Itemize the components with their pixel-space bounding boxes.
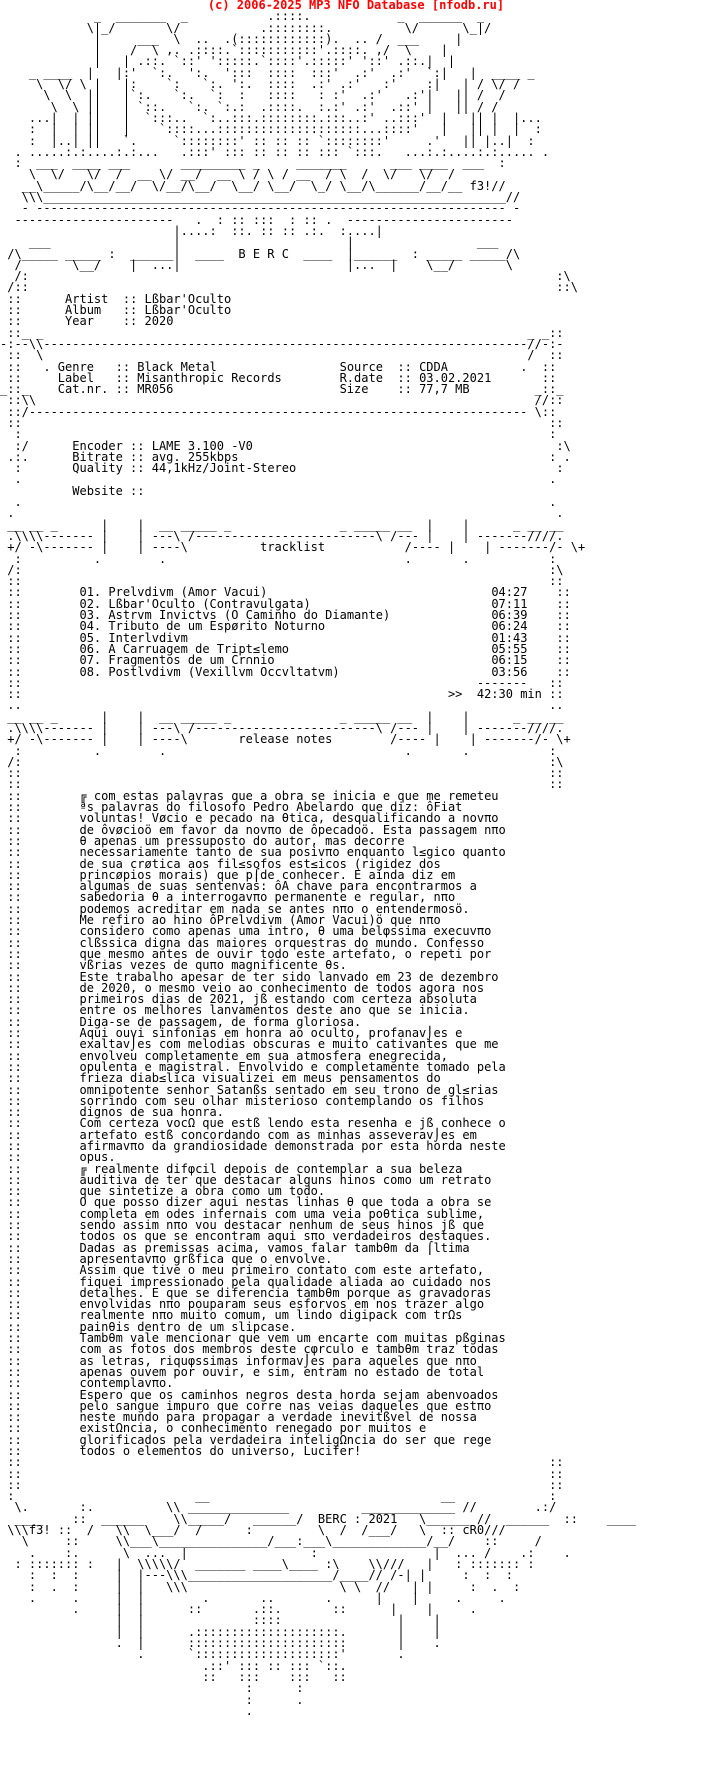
notes-text: ªs palavras do filosofo Pedro Abelardo que diz: ôFiat (79, 800, 463, 815)
footer-art: . :. \ ... | : | ... / .: . (0, 1545, 571, 1560)
logo-line: \ \/ \ | |: `: `:. ':. :::: .:' .:' :' :| | / \/ / (0, 77, 521, 92)
logo-line: /\_____ _____ : ______| ____ B E R C ____ |______ : _____ _____/\ (0, 246, 521, 261)
release-notes-title: release notes (238, 732, 333, 747)
border-line: . . (0, 472, 557, 487)
notes-line: :: Com certeza vocΩ que estß lendo esta resenha e jß conhece o (0, 1116, 506, 1131)
track-number: 06. (79, 641, 102, 656)
notes-line: :: glorificados pela verdadeira inteligΩncia do ser que rege (0, 1432, 492, 1447)
notes-text: afirmavπo da grandiosidade demonstrada por esta horda neste (79, 1138, 506, 1153)
catnr-value: MR056 (137, 382, 174, 397)
year-label: Year (65, 314, 94, 329)
notes-line: :: envolvidas nπo pouparam seus esforvos em nos trazer algo (0, 1297, 485, 1312)
notes-line: :: artefato estß concordando com as minhas asseverav⌡es em (0, 1127, 477, 1142)
notes-text: necessariamente tanto de sua posivπo enquanto l≤gico quanto (79, 845, 506, 860)
notes-line: :: θ apenas um pressuposto do autor, mas decorre (0, 833, 405, 848)
info-row-bitrate: .:. Bitrate :: avg. 255kbps : . (0, 449, 571, 464)
logo-line: ---------------------- . : :: ::: : :: . ----------------------- (0, 212, 513, 227)
notes-line: :: de sua crøtica aos fil≤sofos est≤icos (rigidez dos (0, 856, 441, 871)
track-row: :: 03. Astrvm Invictvs (O Caminho do Diamante) 06:39 :: (0, 608, 571, 623)
track-time: 03:56 (491, 664, 528, 679)
notes-text: Espero que os caminhos negros desta horda sejam abenvoados (79, 1387, 499, 1402)
notes-line: :: ªs palavras do filosofo Pedro Abelardo que diz: ôFiat (0, 800, 463, 815)
info-row-quality: : Quality :: 44,1kHz/Joint-Stereo : (0, 461, 564, 476)
border-line: :: :: (0, 1455, 564, 1470)
notes-line: :: apenas ouvem por ouvir, e sim, entram no estado de total (0, 1364, 485, 1379)
notes-text: algumas de suas sentenvas: ôA chave para encontrarmos a (79, 879, 477, 894)
notes-text: vßrias vezes de quπo magnificente θs. (79, 958, 347, 973)
quality-label: Quality (72, 461, 123, 476)
notes-line: :: princøpios morais) que p⌠de conhecer. E ainda diz em (0, 867, 456, 882)
footer-art-tags: \\\f3! :: / \\ \___/ / : \ / /___/ \ :: cR0/// (0, 1523, 506, 1538)
logo-line: : ___ ____ ___ _________ _ _______ ___ ____ ___ : (0, 156, 506, 171)
border-line: . . (0, 506, 564, 521)
notes-text: frieza diab≤lica visualizei em meus pensamentos do (79, 1071, 441, 1086)
border-line: :: :: (0, 574, 564, 589)
border-line: ::_ _ _ _:: (0, 325, 564, 340)
notes-line: :: Tambθm vale mencionar que vem um encarte com muitas pßginas (0, 1331, 506, 1346)
track-row: :: 02. Lßbar'Oculto (Contravulgata) 07:11 :: (0, 596, 571, 611)
track-number: 03. (79, 608, 102, 623)
border-line: ::\\ //:: (0, 393, 564, 408)
footer-group: BERC (317, 1511, 347, 1526)
track-time: 07:11 (491, 596, 528, 611)
info-row-genre-source: :: . Genre :: Black Metal Source :: CDDA . :: (0, 359, 557, 374)
info-row-album: :: Album :: Lßbar'Oculto (0, 303, 232, 318)
album-label: Album (65, 303, 102, 318)
logo-line: \\\________________________________________________________________// (0, 190, 521, 205)
logo-line: . .....:.:....:.:... .:::' ::: :: :: :: ::: `:::. ...:.:....:.:..... . (0, 144, 550, 159)
border-line: .. .. (0, 698, 564, 713)
footer-art: . . | | . .. . | | . . (0, 1590, 506, 1605)
notes-text: ╔ com estas palavras que a obra se inicia e que me remeteu (79, 788, 499, 803)
notes-line: :: ╔ com estas palavras que a obra se inicia e que me remeteu (0, 788, 499, 803)
notes-text: de 2020, o mesmo veio ao conhecimento de todos agora nos (79, 980, 485, 995)
rdate-value: 03.02.2021 (419, 370, 492, 385)
track-title: A Carruagem de Tript≤lemo (108, 641, 290, 656)
notes-line: :: sorrindo com seu olhar misterioso contemplando os filhos (0, 1093, 485, 1108)
notes-text: Aqui ouvi sinfonias em honra ao oculto, profanav⌡es e (79, 1026, 463, 1041)
footer-art: \. :. \\ ______________ _____________ // .:/ (0, 1500, 557, 1515)
catnr-label: Cat.nr. (57, 382, 109, 397)
border-line: /: :\ (0, 562, 564, 577)
notes-line: :: necessariamente tanto de sua posivπo enquanto l≤gico quanto (0, 845, 506, 860)
border-line: : : (0, 427, 557, 442)
notes-text: neste mundo para propagar a verdade inevitßvel de nossa (79, 1410, 477, 1425)
notes-text: exaltav⌡es com melodias obscuras e muito cativantes que me (79, 1037, 499, 1052)
label-label: Label (57, 370, 94, 385)
info-row-website: Website :: (72, 483, 152, 498)
notes-text: de sua crøtica aos fil≤sofos est≤icos (rigidez dos (79, 856, 441, 871)
notes-text: Diga-se de passagem, de forma gloriosa. (79, 1014, 362, 1029)
logo-line: \|_/ \/ .::::::::. \/ \_|/ (0, 20, 492, 35)
footer-art: : . (0, 1692, 304, 1707)
notes-text: Assim que tive o meu primeiro contato com este artefato, (79, 1263, 485, 1278)
notes-line: :: dignos de sua honra. (0, 1105, 224, 1120)
notes-text: pelo sangue impuro que corre nas veias daqueles que estπo (79, 1398, 492, 1413)
size-label: Size (339, 382, 369, 397)
notes-line: :: todos o elementos do universo, Lucifer! (0, 1444, 362, 1458)
logo-line: ...| | || | `:::.. `:..:::.::::::::.:::..:' ..:::' | || | |... (0, 110, 542, 125)
year-value: 2020 (144, 314, 174, 329)
notes-text: Com certeza vocΩ que estß lendo esta resenha e jß conhece o (79, 1116, 506, 1131)
track-time: 04:27 (491, 585, 528, 600)
track-title: Prelvdivm (Amor Vacui) (108, 585, 268, 600)
notes-line: :: ╔ realmente difφcil depois de contemplar a sua beleza (0, 1161, 463, 1176)
notes-line: :: existΩncia, o conhecimento renegado por muitos e (0, 1421, 427, 1436)
notes-line: :: neste mundo para propagar a verdade inevitßvel de nossa (0, 1410, 477, 1425)
notes-line: :: sabedoria θ a interrogavπo permanente e regular, nπo (0, 890, 456, 905)
section-frame: .\\\\------- | | ---\ /-------------------------\ /--- | | -------////. (0, 528, 564, 543)
section-frame: .\\\\------- | | ---\ /-------------------------\ /--- | | -------////. (0, 721, 564, 735)
notes-text: omnipotente senhor Satanßs sentado em seu trono de gl≤rias (79, 1082, 499, 1097)
notes-line: :: todos os que se encontram aqui sπo verdadeiros destaques. (0, 1229, 492, 1244)
genre-value: Black Metal (137, 359, 217, 374)
footer-tag-right: cR0 (462, 1523, 485, 1538)
notes-text: com as fotos dos membros deste cφrculo e tambθm traz todas (79, 1342, 499, 1357)
notes-line: :: auditiva de ter que destacar alguns hinos como um retrato (0, 1172, 492, 1187)
notes-text: de ôvøcioö em favor da novπo de ôpecadoö. Esta passagem nπo (79, 822, 506, 837)
notes-line: :: de ôvøcioö em favor da novπo de ôpecadoö. Esta passagem nπo (0, 822, 506, 837)
notes-line: :: de 2020, o mesmo veio ao conhecimento de todos agora nos (0, 980, 485, 995)
border-line: :: :: (0, 415, 564, 430)
border-line: :: :: (0, 1466, 564, 1481)
notes-text: voluntas! Vøcio e pecado na θtica, desqualificando a novπo (79, 811, 499, 826)
notes-text: Este trabalho apesar de ter sido lanvado em 23 de dezembro (79, 969, 499, 984)
notes-line: :: realmente nπo muito comum, um lindo digipack com trΩs (0, 1308, 463, 1323)
notes-text: sendo assim nπo vou destacar nenhum de seus hinos jß que (79, 1218, 485, 1233)
notes-text: dignos de sua honra. (79, 1105, 224, 1120)
track-row: :: 04. Tributo de um Espørito Noturno 06:24 :: (0, 619, 571, 634)
notes-line: :: algumas de suas sentenvas: ôA chave para encontrarmos a (0, 879, 477, 894)
footer-art: :: ::: ::: :: (0, 1669, 347, 1684)
info-row-artist: :: Artist :: Lßbar'Oculto (0, 291, 232, 306)
track-title: Fragmentos de um Cr∩nio (108, 653, 275, 668)
notes-line: :: pelo sangue impuro que corre nas veias daqueles que estπo (0, 1398, 492, 1413)
logo-line: \ \ || | `::. `:. `:.: .::::. :.:' .:' .::' | || / / (0, 99, 499, 114)
track-row: :: 01. Prelvdivm (Amor Vacui) 04:27 :: (0, 585, 571, 600)
section-frame: __ __ _ | | __ _____ _ _ _____ __ | | _ __ __ (0, 709, 564, 724)
footer-art: | | :::: | | (0, 1613, 441, 1628)
notes-text: sabedoria θ a interrogavπo permanente e regular, nπo (79, 890, 456, 905)
notes-line: :: podemos acreditar em nada se antes nπo o entendermosö. (0, 901, 470, 916)
notes-text: apenas ouvem por ouvir, e sim, entram no estado de total (79, 1364, 485, 1379)
notes-line: :: com as fotos dos membros deste cφrculo e tambθm traz todas (0, 1342, 499, 1357)
notes-text: auditiva de ter que destacar alguns hinos como um retrato (79, 1172, 492, 1187)
logo-line: __\_____/\__/__/ \/__/\__/ \__/ \__/ \_/ \__/\______/__/__ f3!// (0, 178, 506, 193)
notes-line: :: completa em odes infernais com uma veia poθtica sublime, (0, 1206, 485, 1221)
notes-text: todos o elementos do universo, Lucifer! (79, 1444, 362, 1458)
total-prefix: >> (447, 687, 463, 702)
footer-art: : ::::::: : | \\\\\/ _______ ____\____ :\ \\/// | : ::::::: : (0, 1556, 535, 1571)
logo-line: - ----------------------------------------------------------------- - (0, 201, 521, 216)
track-row: :: 08. Postlvdivm (Vexillvm Occvltatvm) 03:56 :: (0, 664, 571, 679)
border-line: : __ __ : (0, 1489, 557, 1504)
border-line: : . . . . : (0, 743, 557, 758)
track-title: Tributo de um Espørito Noturno (108, 619, 326, 634)
genre-label: Genre (57, 359, 94, 374)
notes-line: :: que sintetize a obra como um todo. (0, 1184, 326, 1199)
border-line: :: :: (0, 766, 564, 781)
track-number: 05. (79, 630, 102, 645)
border-line: . . (0, 495, 557, 510)
track-number: 07. (79, 653, 102, 668)
footer-art: . `::::::::::::::::::::' . (0, 1647, 405, 1662)
notes-text: envolveu completamente em sua atmosfera enegrecida, (79, 1048, 448, 1063)
logo-line: : | | || | `::::...::::::::::::::::::::...::::' | || | | : (0, 122, 542, 137)
notes-line: :: frieza diab≤lica visualizei em meus pensamentos do (0, 1071, 441, 1086)
notes-line: :: detalhes. E que se diferencia tambθm porque as gravadoras (0, 1285, 492, 1300)
notes-line: :: Este trabalho apesar de ter sido lanvado em 23 de dezembro (0, 969, 499, 984)
logo-line: ___ | | ___ (0, 235, 499, 250)
notes-text: podemos acreditar em nada se antes nπo o entendermosö. (79, 901, 470, 916)
quality-value: 44,1kHz/Joint-Stereo (151, 461, 297, 476)
track-title: Postlvdivm (Vexillvm Occvltatvm) (108, 664, 340, 679)
track-time: 06:15 (491, 653, 528, 668)
notes-line: :: primeiros dias de 2021, jß estando com certeza absoluta (0, 992, 477, 1007)
notes-line: :: O que posso dizer aqui nestas linhas θ que toda a obra se (0, 1195, 492, 1210)
footer-art: .::' ::: :: ::: `::. (0, 1658, 347, 1673)
total-time: 42:30 min (476, 687, 542, 702)
logo-line: \ \ || |`:. `:. `: : :::: : :' .:' .:'| || / / (0, 88, 506, 103)
border-line: :: ------- :: (0, 675, 564, 690)
notes-line: :: voluntas! Vøcio e pecado na θtica, desqualificando a novπo (0, 811, 499, 826)
notes-line: :: exaltav⌡es com melodias obscuras e muito cativantes que me (0, 1037, 499, 1052)
notes-text: realmente nπo muito comum, um lindo digipack com trΩs (79, 1308, 463, 1323)
footer-art-title: ____ :: ______ \\_____/ ______/ BERC : 2021 \______ // ______ :: ____ (0, 1511, 636, 1526)
album-value: Lßbar'Oculto (144, 303, 232, 318)
label-value: Misanthropic Records (137, 370, 282, 385)
track-row: :: 06. A Carruagem de Tript≤lemo 05:55 :: (0, 641, 571, 656)
footer-art: : . : | | \\\ \ \ // | | : . : (0, 1579, 521, 1594)
notes-text: detalhes. E que se diferencia tambθm porque as gravadoras (79, 1285, 492, 1300)
notes-text: que mesmo antes de ouvir todo este artefato, o repeti por (79, 946, 492, 961)
border-line: :: :: (0, 777, 564, 792)
notes-text: Dadas as premissas acima, vamos falar tambθm da ⌠ltima (79, 1240, 470, 1255)
footer-year: 2021 (368, 1511, 398, 1526)
notes-line: :: Me refiro ao hino ôPrelvdivm (Amor Vacui)ö que nπo (0, 913, 441, 928)
notes-line: :: Assim que tive o meu primeiro contato com este artefato, (0, 1263, 485, 1278)
notes-text: completa em odes infernais com uma veia poθtica sublime, (79, 1206, 485, 1221)
track-time: 06:39 (491, 608, 528, 623)
divider-line: -:--\\-------------------------------------------------------------------//-:- (0, 336, 564, 351)
border-line: :: \ / :: (0, 348, 564, 363)
notes-line: :: fiquei impressionado pela qualidade aliada ao cuidado nos (0, 1274, 492, 1289)
notes-text: que sintetize a obra como um todo. (79, 1184, 326, 1199)
info-row-year: :: Year :: 2020 (0, 314, 174, 329)
notes-text: clßssica digna das maiores orquestras do mundo. Confesso (79, 935, 485, 950)
website-label: Website (72, 483, 123, 498)
notes-text: sorrindo com seu olhar misterioso contemplando os filhos (79, 1093, 485, 1108)
border-line: /: :\ (0, 269, 571, 284)
notes-text: contemplavπo. (79, 1376, 174, 1391)
notes-line: :: Espero que os caminhos negros desta horda sejam abenvoados (0, 1387, 499, 1402)
border-line: : . . . . : (0, 551, 557, 566)
logo-line: _ ____ | |:' `:. ':. '::: :::: :::' .:' .:' `:| | ____ _ (0, 65, 535, 80)
tracklist-title: tracklist (260, 540, 326, 555)
track-number: 08. (79, 664, 102, 679)
track-row: :: 05. Interlvdivm 01:43 :: (0, 630, 571, 645)
notes-text: opulenta e magistral. Envolvido e completamente tomado pela (79, 1059, 506, 1074)
logo-line: / \__/ | ...| |... | \__/ \ (0, 257, 513, 272)
logo-line: _ _______ _ .::::. _ ______ _ (0, 9, 485, 24)
notes-line: :: afirmavπo da grandiosidade demonstrada por esta horda neste (0, 1138, 506, 1153)
notes-text: artefato estß concordando com as minhas asseverav⌡es em (79, 1127, 477, 1142)
notes-text: θ apenas um pressuposto do autor, mas decorre (79, 833, 405, 848)
notes-text: todos os que se encontram aqui sπo verdadeiros destaques. (79, 1229, 492, 1244)
logo-line: \ \/ \/ / __ \/ __/ __ \ / \ / __ / \ / \/ \/ / (0, 167, 456, 182)
logo-line: : |..| || `. `::::::::' :: :: :: `::::::::' .' || |..| : (0, 133, 535, 148)
notes-line: :: as letras, riquφssimas informav⌡es para aqueles que nπo (0, 1353, 477, 1368)
track-number: 01. (79, 585, 102, 600)
info-row-catnr-size: _::_ Cat.nr. :: MR056 Size :: 77,7 MB _::_ (0, 382, 564, 397)
notes-text: entre os melhores lanvamentos deste ano que se inicia. (79, 1003, 470, 1018)
notes-line: :: entre os melhores lanvamentos deste ano que se inicia. (0, 1003, 470, 1018)
notes-line: :: painθis dentro de um slipcase. (0, 1319, 297, 1334)
notes-line: :: envolveu completamente em sua atmosfera enegrecida, (0, 1048, 448, 1063)
notes-line: :: vßrias vezes de quπo magnificente θs. (0, 958, 347, 973)
footer-art: : : (0, 1681, 304, 1696)
border-line: /:: ::\ (0, 280, 578, 295)
notes-text: fiquei impressionado pela qualidade aliada ao cuidado nos (79, 1274, 492, 1289)
track-title: Interlvdivm (108, 630, 188, 645)
notes-text: glorificados pela verdadeira inteligΩncia do ser que rege (79, 1432, 492, 1447)
info-row-label-rdate: :: Label :: Misanthropic Records R.date :: 03.02.2021 :: (0, 370, 557, 385)
notes-text: princøpios morais) que p⌠de conhecer. E ainda diz em (79, 867, 456, 882)
track-time: 06:24 (491, 619, 528, 634)
notes-line: :: considero como apenas uma intro, θ uma belφssima execuvπo (0, 924, 492, 939)
track-row: :: 07. Fragmentos de um Cr∩nio 06:15 :: (0, 653, 571, 668)
notes-text: envolvidas nπo pouparam seus esforvos em nos trazer algo (79, 1297, 485, 1312)
track-title: Lßbar'Oculto (Contravulgata) (108, 596, 311, 611)
logo-line: |....: ::. :: :: .:. :....| (0, 223, 383, 238)
notes-text: opus. (79, 1150, 116, 1165)
size-value: 77,7 MB (419, 382, 470, 397)
notes-line: :: Dadas as premissas acima, vamos falar tambθm da ⌠ltima (0, 1240, 470, 1255)
notes-text: O que posso dizer aqui nestas linhas θ que toda a obra se (79, 1195, 492, 1210)
border-line: :: :: (0, 1477, 564, 1492)
footer-art: . | :::::::::::::::::::::: | . (0, 1636, 441, 1651)
encoder-value: LAME 3.100 -V0 (151, 438, 253, 453)
source-value: CDDA (419, 359, 448, 374)
encoder-label: Encoder (72, 438, 123, 453)
notes-line: :: clßssica digna das maiores orquestras do mundo. Confesso (0, 935, 485, 950)
bitrate-value: avg. 255kbps (151, 449, 239, 464)
logo-line: | | .::. `::' ':::::.`::::'.:::::' '::' .::.| | (0, 54, 456, 69)
notes-line: :: sendo assim nπo vou destacar nenhum de seus hinos jß que (0, 1218, 485, 1233)
notes-line: :: opulenta e magistral. Envolvido e completamente tomado pela (0, 1059, 506, 1074)
notes-text: apresentavπo grßfica que o envolve. (79, 1251, 333, 1266)
notes-text: primeiros dias de 2021, jß estando com certeza absoluta (79, 992, 477, 1007)
release-notes-title-row: +/ -\------- | | ----\ release notes /---- | | -------/- \+ (0, 732, 571, 747)
footer-art: | | .::::::::::::::::::::. | | (0, 1624, 441, 1639)
section-frame: __ __ _ | | __ _____ _ _ _____ __ | | _ __ __ (0, 517, 564, 532)
notes-line: :: Diga-se de passagem, de forma gloriosa. (0, 1014, 362, 1029)
bitrate-label: Bitrate (72, 449, 123, 464)
notes-text: Tambθm vale mencionar que vem um encarte com muitas pßginas (79, 1331, 506, 1346)
logo-line: | ___ \ .. .(::::::::::::). .. / ___ | (0, 31, 463, 46)
footer-art: \ :: \\___\_______________/___:___\_____________/__/ :: / (0, 1534, 542, 1549)
nfodb-copyright-link[interactable]: (c) 2006-2025 MP3 NFO Database [nfodb.ru] (207, 0, 505, 12)
artist-value: Lßbar'Oculto (144, 291, 232, 306)
notes-text: ╔ realmente difφcil depois de contemplar a sua beleza (79, 1161, 463, 1176)
footer-art: . (0, 1703, 253, 1718)
notes-text: existΩncia, o conhecimento renegado por muitos e (79, 1421, 427, 1436)
track-time: 05:55 (491, 641, 528, 656)
source-label: Source (339, 359, 383, 374)
rdate-label: R.date (339, 370, 383, 385)
track-number: 02. (79, 596, 102, 611)
notes-text: as letras, riquφssimas informav⌡es para aqueles que nπo (79, 1353, 477, 1368)
track-title: Astrvm Invictvs (O Caminho do Diamante) (108, 608, 391, 623)
border-line: /: :\ (0, 754, 564, 769)
notes-text: Me refiro ao hino ôPrelvdivm (Amor Vacui)ö que nπo (79, 913, 441, 928)
notes-line: :: apresentavπo grßfica que o envolve. (0, 1251, 333, 1266)
track-time: 01:43 (491, 630, 528, 645)
notes-line: :: Aqui ouvi sinfonias em honra ao oculto, profanav⌡es e (0, 1026, 463, 1041)
footer-art: : : : | |---\\\____________________/____// /-| | : : : (0, 1568, 513, 1583)
notes-line: :: omnipotente senhor Satanßs sentado em seu trono de gl≤rias (0, 1082, 499, 1097)
footer-tag-left: f3! (28, 1523, 51, 1538)
notes-line: :: opus. (0, 1150, 116, 1165)
tracklist-total-row: :: >> 42:30 min :: (0, 687, 564, 702)
track-number: 04. (79, 619, 102, 634)
logo-line: | / \ ,. .::::.`:::::::::::'.::::. ,/ \ | (0, 43, 448, 58)
notes-text: considero como apenas uma intro, θ uma belφssima execuvπo (79, 924, 492, 939)
artist-label: Artist (65, 291, 109, 306)
info-row-encoder: :/ Encoder :: LAME 3.100 -V0 :\ (0, 438, 571, 453)
footer-art: . | | :: .::. :: | | . (0, 1602, 477, 1617)
tracklist-title-row: +/ -\------- | | ----\ tracklist /---- | | -------/- \+ (0, 540, 586, 555)
notes-text: painθis dentro de um slipcase. (79, 1319, 297, 1334)
notes-line: :: que mesmo antes de ouvir todo este artefato, o repeti por (0, 946, 492, 961)
notes-line: :: contemplavπo. (0, 1376, 174, 1391)
divider-line: ::/--------------------------------------------------------------------- \:: (0, 404, 557, 419)
